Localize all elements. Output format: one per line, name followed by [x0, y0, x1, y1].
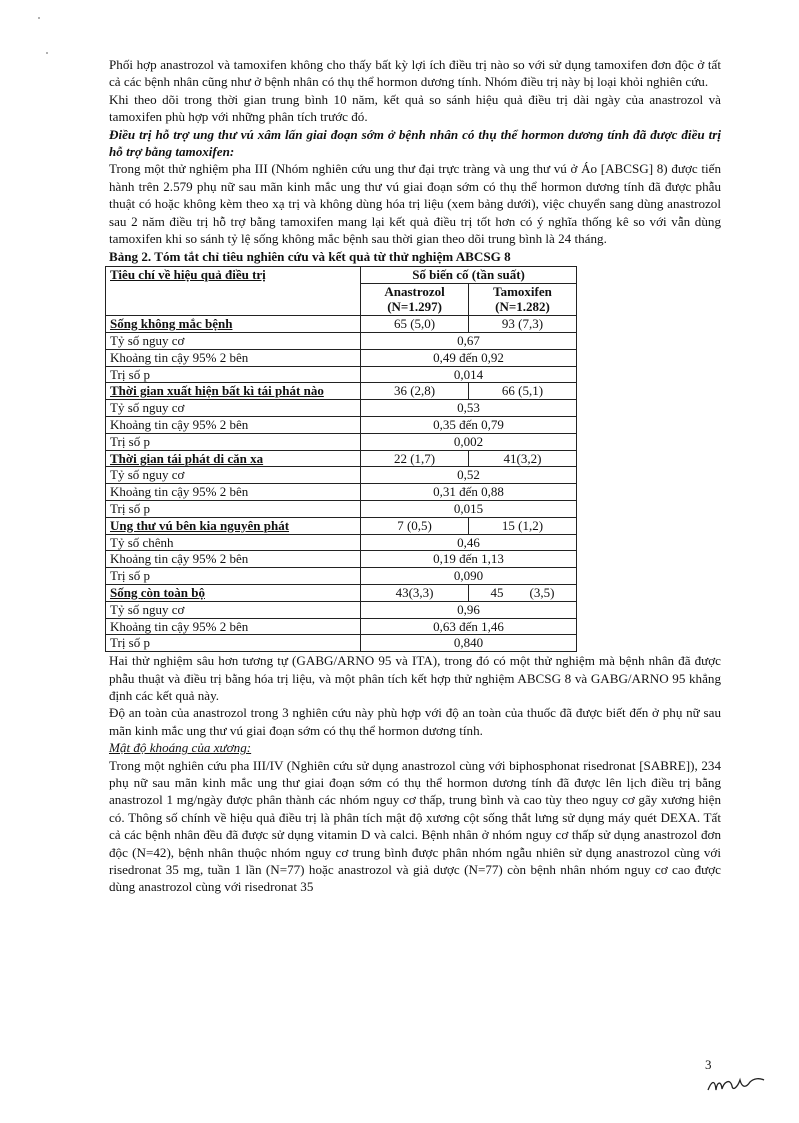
- events-header: Số biến cố (tần suất): [361, 266, 577, 283]
- row-label: Ung thư vú bên kia nguyên phát: [106, 517, 361, 534]
- results-table: [105, 266, 577, 652]
- row-label: Khoảng tin cậy 95% 2 bên: [106, 349, 361, 366]
- paragraph: Trong một thử nghiệm pha III (Nhóm nghiên cứu ung thư đại trực tràng và ung thư vú ở Áo [ABCSG] 8) được tiến hành trên 2.579 phụ nữ sau mãn kinh mắc ung thư vú giai đoạn sớm có thụ thể hormon dương tính đã được phẫu thuật có hoặc không kèm theo xạ trị và không dùng hóa trị liệu (xem bảng dưới), việc chuyển sang dùng anastrozol sau 2 năm điều trị hỗ trợ bằng tamoxifen mang lại kết quả điều trị tốt hơn có ý nghĩa thống kê so với vẫn dùng tamoxifen khi so sánh tỷ lệ sống không mắc bệnh sau thời gian theo dõi trung bình là 24 tháng.: [109, 161, 721, 247]
- anastrozol-value: 22 (1,7): [361, 450, 469, 467]
- tamoxifen-value: 41(3,2): [469, 450, 577, 467]
- row-label: Sống không mắc bệnh: [106, 316, 361, 333]
- tamoxifen-value: 93 (7,3): [469, 316, 577, 333]
- table-row-outcome: [106, 517, 577, 534]
- table-row-stat: [106, 635, 577, 652]
- row-label: Tỷ số nguy cơ: [106, 467, 361, 484]
- scan-speck: [38, 17, 40, 19]
- tamoxifen-value: 45 (3,5): [469, 585, 577, 602]
- stat-value: 0,31 đến 0,88: [361, 484, 577, 501]
- table-row-outcome: [106, 450, 577, 467]
- page-number: 3: [705, 1057, 712, 1072]
- table-row-stat: [106, 501, 577, 518]
- row-label: Trị số p: [106, 433, 361, 450]
- table-row-stat: [106, 366, 577, 383]
- table-row-outcome: [106, 585, 577, 602]
- row-label: Trị số p: [106, 501, 361, 518]
- row-label: Tỷ số chênh: [106, 534, 361, 551]
- table-body: [106, 316, 577, 652]
- paragraph: Phối hợp anastrozol và tamoxifen không cho thấy bất kỳ lợi ích điều trị nào so với sử dụng tamoxifen đơn độc ở tất cả các bệnh nhân cũng như ở bệnh nhân có thụ thể hormon dương tính. Nhóm điều trị này bị loại khỏi nghiên cứu.: [109, 57, 721, 90]
- table-row-stat: [106, 484, 577, 501]
- stat-value: 0,840: [361, 635, 577, 652]
- row-label: Tỷ số nguy cơ: [106, 601, 361, 618]
- stat-value: 0,19 đến 1,13: [361, 551, 577, 568]
- stat-value: 0,002: [361, 433, 577, 450]
- row-label: Tỷ số nguy cơ: [106, 333, 361, 350]
- anastrozol-value: 36 (2,8): [361, 383, 469, 400]
- table-row-stat: [106, 349, 577, 366]
- table-row-stat: [106, 400, 577, 417]
- scan-speck: [46, 52, 48, 54]
- table-caption: Bảng 2. Tóm tắt chỉ tiêu nghiên cứu và kết quả từ thử nghiệm ABCSG 8: [109, 249, 511, 265]
- table-row-stat: [106, 534, 577, 551]
- row-label: Trị số p: [106, 568, 361, 585]
- anastrozol-value: 43(3,3): [361, 585, 469, 602]
- stat-value: 0,090: [361, 568, 577, 585]
- paragraph: Trong một nghiên cứu pha III/IV (Nghiên cứu sử dụng anastrozol cùng với biphosphonat risedronat [SABRE]), 234 phụ nữ sau mãn kinh mắc ung thư giai đoạn sớm có thụ thể hormon dương tính đã được lên lịch điều trị bằng anastrozol 1 mg/ngày được phân thành các nhóm nguy cơ thấp, trung bình và cao tùy theo nguy cơ gãy xương hiện có. Thông số chính về hiệu quả điều trị là phân tích mật độ xương cột sống thắt lưng sử dụng máy quét DEXA. Tất cả các bệnh nhân đều đã được sử dụng vitamin D và calci. Bệnh nhân ở nhóm nguy cơ thấp sử dụng anastrozol đơn độc (N=42), bệnh nhân thuộc nhóm nguy cơ trung bình được phân nhóm ngẫu nhiên sử dụng anastrozol cùng với risedronat 35 mg, tuần 1 lần (N=77) hoặc anastrozol và giả dược (N=77) còn bệnh nhân nhóm nguy cơ cao được dùng anastrozol cùng với risedronat 35: [109, 757, 721, 895]
- row-label: Trị số p: [106, 635, 361, 652]
- tamoxifen-value: 66 (5,1): [469, 383, 577, 400]
- table-row-outcome: [106, 316, 577, 333]
- anastrozol-header: Anastrozol (N=1.297): [361, 283, 469, 316]
- row-label: Tỷ số nguy cơ: [106, 400, 361, 417]
- table-row-stat: [106, 601, 577, 618]
- table-row-stat: [106, 618, 577, 635]
- stat-value: 0,52: [361, 467, 577, 484]
- table-row-stat: [106, 433, 577, 450]
- row-label: Sống còn toàn bộ: [106, 585, 361, 602]
- row-label: Khoảng tin cậy 95% 2 bên: [106, 551, 361, 568]
- stat-value: 0,67: [361, 333, 577, 350]
- tamoxifen-header: Tamoxifen (N=1.282): [469, 283, 577, 316]
- table-row-stat: [106, 467, 577, 484]
- anastrozol-value: 7 (0,5): [361, 517, 469, 534]
- document-page: [109, 56, 721, 896]
- stat-value: 0,96: [361, 601, 577, 618]
- paragraph: Hai thử nghiệm sâu hơn tương tự (GABG/ARNO 95 và ITA), trong đó có một thử nghiệm mà bệnh nhân đã được phẫu thuật và điều trị bằng hóa trị liệu, và một phân tích kết hợp thử nghiệm ABCSG 8 và GABG/ARNO 95 khẳng định các kết quả này.: [109, 653, 721, 704]
- paragraph: Khi theo dõi trong thời gian trung bình 10 năm, kết quả so sánh hiệu quả điều trị dài ngày của anastrozol và tamoxifen phù hợp với những phân tích trước đó.: [109, 91, 721, 125]
- stat-value: 0,49 đến 0,92: [361, 349, 577, 366]
- stat-value: 0,53: [361, 400, 577, 417]
- row-label: Khoảng tin cậy 95% 2 bên: [106, 417, 361, 434]
- row-label: Thời gian xuất hiện bất kì tái phát nào: [106, 383, 361, 400]
- bone-heading: Mật độ khoáng của xương:: [109, 740, 252, 756]
- stat-value: 0,46: [361, 534, 577, 551]
- paragraph: Độ an toàn của anastrozol trong 3 nghiên cứu này phù hợp với độ an toàn của thuốc đã được biết đến ở phụ nữ sau mãn kinh mắc ung thư vú giai đoạn sớm có thụ thể hormon dương tính.: [109, 705, 721, 738]
- stat-value: 0,35 đến 0,79: [361, 417, 577, 434]
- stat-value: 0,63 đến 1,46: [361, 618, 577, 635]
- criteria-header: Tiêu chí về hiệu quả điều trị: [106, 266, 361, 315]
- section-heading: Điều trị hỗ trợ ung thư vú xâm lấn giai đoạn sớm ở bệnh nhân có thụ thể hormon dương tính đã được điều trị hỗ trợ bằng tamoxifen:: [109, 126, 721, 160]
- table-row-stat: [106, 551, 577, 568]
- row-label: Khoảng tin cậy 95% 2 bên: [106, 484, 361, 501]
- table-header-row: [106, 266, 577, 283]
- table-row-stat: [106, 333, 577, 350]
- tamoxifen-value: 15 (1,2): [469, 517, 577, 534]
- row-label: Khoảng tin cậy 95% 2 bên: [106, 618, 361, 635]
- handwritten-signature: [706, 1070, 766, 1098]
- table-row-stat: [106, 568, 577, 585]
- row-label: Thời gian tái phát di căn xa: [106, 450, 361, 467]
- table-row-stat: [106, 417, 577, 434]
- stat-value: 0,015: [361, 501, 577, 518]
- anastrozol-value: 65 (5,0): [361, 316, 469, 333]
- stat-value: 0,014: [361, 366, 577, 383]
- table-row-outcome: [106, 383, 577, 400]
- row-label: Trị số p: [106, 366, 361, 383]
